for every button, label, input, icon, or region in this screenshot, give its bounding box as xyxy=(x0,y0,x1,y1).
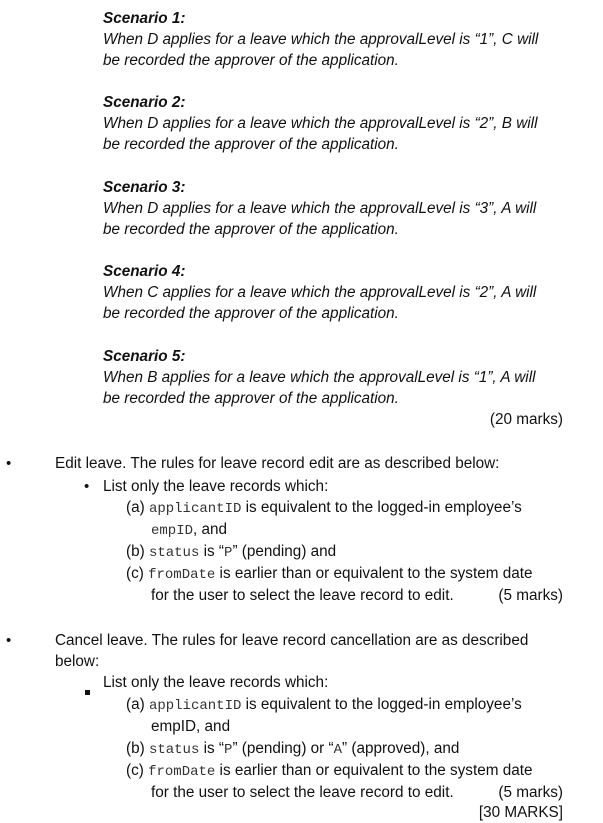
edit-item-c xyxy=(126,563,532,586)
edit-leave-sub: List only the leave records which: xyxy=(103,478,329,495)
code-status: status xyxy=(148,742,200,758)
code-applicantid: applicantID xyxy=(148,501,242,517)
edit-leave-intro: Edit leave. The rules for leave record edit are as described below: xyxy=(55,455,500,472)
item-text: is equivalent to the logged-in employee’s xyxy=(241,696,522,713)
scenario-2-line1: When D applies for a leave which the approvalLevel is “2”, B will xyxy=(103,115,538,132)
scenario-3-line1: When D applies for a leave which the approvalLevel is “3”, A will xyxy=(103,200,537,217)
total-marks: [30 MARKS] xyxy=(478,804,563,821)
scenario-4-title: Scenario 4: xyxy=(103,263,186,280)
item-label: (c) xyxy=(126,762,144,779)
cancel-item-b xyxy=(126,738,459,761)
scenario-2-line2: be recorded the approver of the application. xyxy=(103,136,399,153)
item-text: , and xyxy=(193,521,228,538)
square-bullet-icon xyxy=(85,680,90,701)
bullet-dot: • xyxy=(6,455,12,472)
scenario-3-title: Scenario 3: xyxy=(103,179,186,196)
scenario-3-line2: be recorded the approver of the application. xyxy=(103,221,399,238)
item-text: is “ xyxy=(199,543,225,560)
scenario-1-line2: be recorded the approver of the application. xyxy=(103,52,399,69)
scenario-2-title: Scenario 2: xyxy=(103,94,186,111)
cancel-item-a xyxy=(126,694,522,717)
bullet-dot: • xyxy=(6,632,12,649)
scenario-5-title: Scenario 5: xyxy=(103,348,186,365)
code-a: A xyxy=(333,742,343,758)
edit-item-a-cont xyxy=(151,519,227,542)
edit-item-c-cont: for the user to select the leave record to edit. xyxy=(151,587,454,604)
item-text: ” (pending) or “ xyxy=(232,740,334,757)
cancel-leave-sub: List only the leave records which: xyxy=(103,674,329,691)
cancel-leave-intro: Cancel leave. The rules for leave record cancellation are as described xyxy=(55,632,529,649)
item-text: is earlier than or equivalent to the system date xyxy=(215,565,533,582)
item-label: (c) xyxy=(126,565,144,582)
item-label: (a) xyxy=(126,499,145,516)
code-fromdate: fromDate xyxy=(148,567,216,583)
item-text: is earlier than or equivalent to the system date xyxy=(215,762,533,779)
code-p: P xyxy=(224,545,233,561)
edit-item-a xyxy=(126,497,522,520)
code-status: status xyxy=(148,545,200,561)
cancel-item-c-cont: for the user to select the leave record to edit. xyxy=(151,784,454,801)
item-text: ” (pending) and xyxy=(232,543,337,560)
scenario-1-line1: When D applies for a leave which the approvalLevel is “1”, C will xyxy=(103,31,539,48)
item-label: (b) xyxy=(126,740,145,757)
edit-item-b xyxy=(126,541,336,564)
code-applicantid: applicantID xyxy=(148,698,242,714)
cancel-leave-intro-cont: below: xyxy=(55,653,100,670)
code-empid: empID xyxy=(151,523,194,539)
scenario-4-line2: be recorded the approver of the application. xyxy=(103,305,399,322)
scenario-1-title: Scenario 1: xyxy=(103,10,186,27)
scenario-5-line2: be recorded the approver of the application. xyxy=(103,390,399,407)
scenario-4-line1: When C applies for a leave which the approvalLevel is “2”, A will xyxy=(103,284,537,301)
cancel-item-c xyxy=(126,760,532,783)
item-label: (b) xyxy=(126,543,145,560)
scenario-marks: (20 marks) xyxy=(489,411,563,428)
item-label: (a) xyxy=(126,696,145,713)
bullet-dot: • xyxy=(84,478,90,495)
cancel-marks: (5 marks) xyxy=(498,784,563,801)
scenario-5-line1: When B applies for a leave which the approvalLevel is “1”, A will xyxy=(103,369,536,386)
item-text: ” (approved), and xyxy=(342,740,460,757)
code-fromdate: fromDate xyxy=(148,764,216,780)
cancel-item-a-cont: empID, and xyxy=(151,718,231,735)
code-p: P xyxy=(224,742,233,758)
item-text: is “ xyxy=(199,740,225,757)
item-text: is equivalent to the logged-in employee’s xyxy=(241,499,522,516)
edit-marks: (5 marks) xyxy=(498,587,563,604)
